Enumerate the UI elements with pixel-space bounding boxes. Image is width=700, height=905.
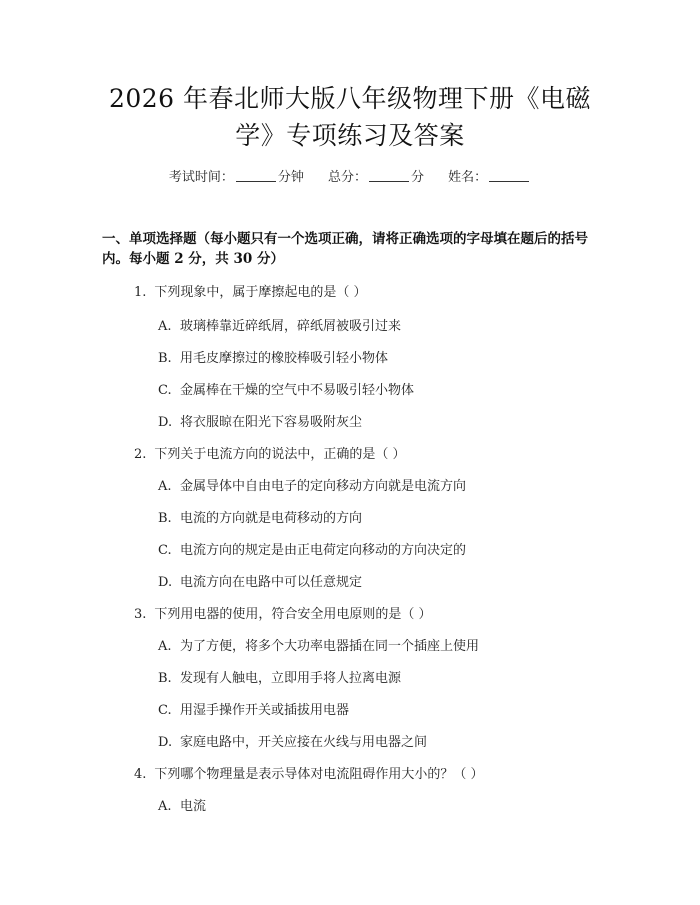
exam-time-unit: 分钟 <box>277 170 304 185</box>
option-text: 金属导体中自由电子的定向移动方向就是电流方向 <box>180 479 467 494</box>
option-letter: B. <box>158 671 172 686</box>
question-text: 下列哪个物理量是表示导体对电流阻碍作用大小的？（ ） <box>154 767 484 782</box>
question-4-option-a <box>158 795 206 814</box>
exam-time-blank <box>236 169 276 182</box>
total-score-unit: 分 <box>411 170 425 185</box>
option-text: 将衣服晾在阳光下容易吸附灰尘 <box>180 415 363 430</box>
option-text: 用毛皮摩擦过的橡胶棒吸引轻小物体 <box>180 351 389 366</box>
option-text: 金属棒在干燥的空气中不易吸引轻小物体 <box>180 383 415 398</box>
student-name-blank <box>489 169 529 182</box>
option-letter: C. <box>158 383 172 398</box>
question-3 <box>134 603 432 622</box>
total-score-field <box>328 166 424 185</box>
option-letter: B. <box>158 511 172 526</box>
question-number: 4. <box>134 767 147 782</box>
option-letter: D. <box>158 575 173 590</box>
option-letter: B. <box>158 351 172 366</box>
question-text: 下列关于电流方向的说法中，正确的是（ ） <box>154 447 406 462</box>
question-3-option-c <box>158 699 349 718</box>
question-1 <box>134 281 367 300</box>
option-letter: C. <box>158 703 172 718</box>
exam-time-field <box>169 166 304 185</box>
question-2-option-c <box>158 539 466 558</box>
total-score-blank <box>369 169 409 182</box>
option-letter: D. <box>158 415 173 430</box>
question-1-option-c <box>158 379 414 398</box>
option-letter: A. <box>158 799 172 814</box>
document-title-line-2: 学》专项练习及答案 <box>235 121 465 150</box>
option-text: 发现有人触电，立即用手将人拉离电源 <box>180 671 402 686</box>
option-text: 电流方向在电路中可以任意规定 <box>180 575 363 590</box>
exam-info-row <box>0 166 700 185</box>
question-2-option-a <box>158 475 466 494</box>
question-2 <box>134 443 406 462</box>
option-letter: D. <box>158 735 173 750</box>
question-1-option-b <box>158 347 388 366</box>
question-number: 1. <box>134 285 147 300</box>
exam-time-label: 考试时间： <box>168 170 234 185</box>
option-text: 家庭电路中，开关应接在火线与用电器之间 <box>180 735 428 750</box>
option-text: 电流方向的规定是由正电荷定向移动的方向决定的 <box>180 543 467 558</box>
question-3-option-a <box>158 635 479 654</box>
question-2-option-b <box>158 507 362 526</box>
option-letter: C. <box>158 543 172 558</box>
option-letter: A. <box>158 319 172 334</box>
total-score-label: 总分： <box>327 170 367 185</box>
question-text: 下列现象中，属于摩擦起电的是（ ） <box>154 285 367 300</box>
section-heading-single-choice: 一、单项选择题（每小题只有一个选项正确，请将正确选项的字母填在题后的括号内。每小题 2 分，共 30 分） <box>102 231 588 267</box>
option-letter: A. <box>158 479 172 494</box>
question-3-option-d <box>158 731 427 750</box>
option-letter: A. <box>158 639 172 654</box>
option-text: 电流的方向就是电荷移动的方向 <box>180 511 363 526</box>
question-text: 下列用电器的使用，符合安全用电原则的是（ ） <box>154 607 432 622</box>
question-3-option-b <box>158 667 401 686</box>
question-1-option-a <box>158 315 401 334</box>
question-1-option-d <box>158 411 362 430</box>
question-number: 3. <box>134 607 147 622</box>
student-name-label: 姓名： <box>448 170 488 185</box>
document-title-line-1: 2026 年春北师大版八年级物理下册《电磁 <box>108 84 592 113</box>
question-2-option-d <box>158 571 362 590</box>
question-4 <box>134 763 484 782</box>
student-name-field <box>448 166 531 185</box>
question-number: 2. <box>134 447 147 462</box>
option-text: 电流 <box>180 799 207 814</box>
option-text: 玻璃棒靠近碎纸屑，碎纸屑被吸引过来 <box>180 319 402 334</box>
option-text: 用湿手操作开关或插拔用电器 <box>180 703 350 718</box>
option-text: 为了方便，将多个大功率电器插在同一个插座上使用 <box>180 639 480 654</box>
